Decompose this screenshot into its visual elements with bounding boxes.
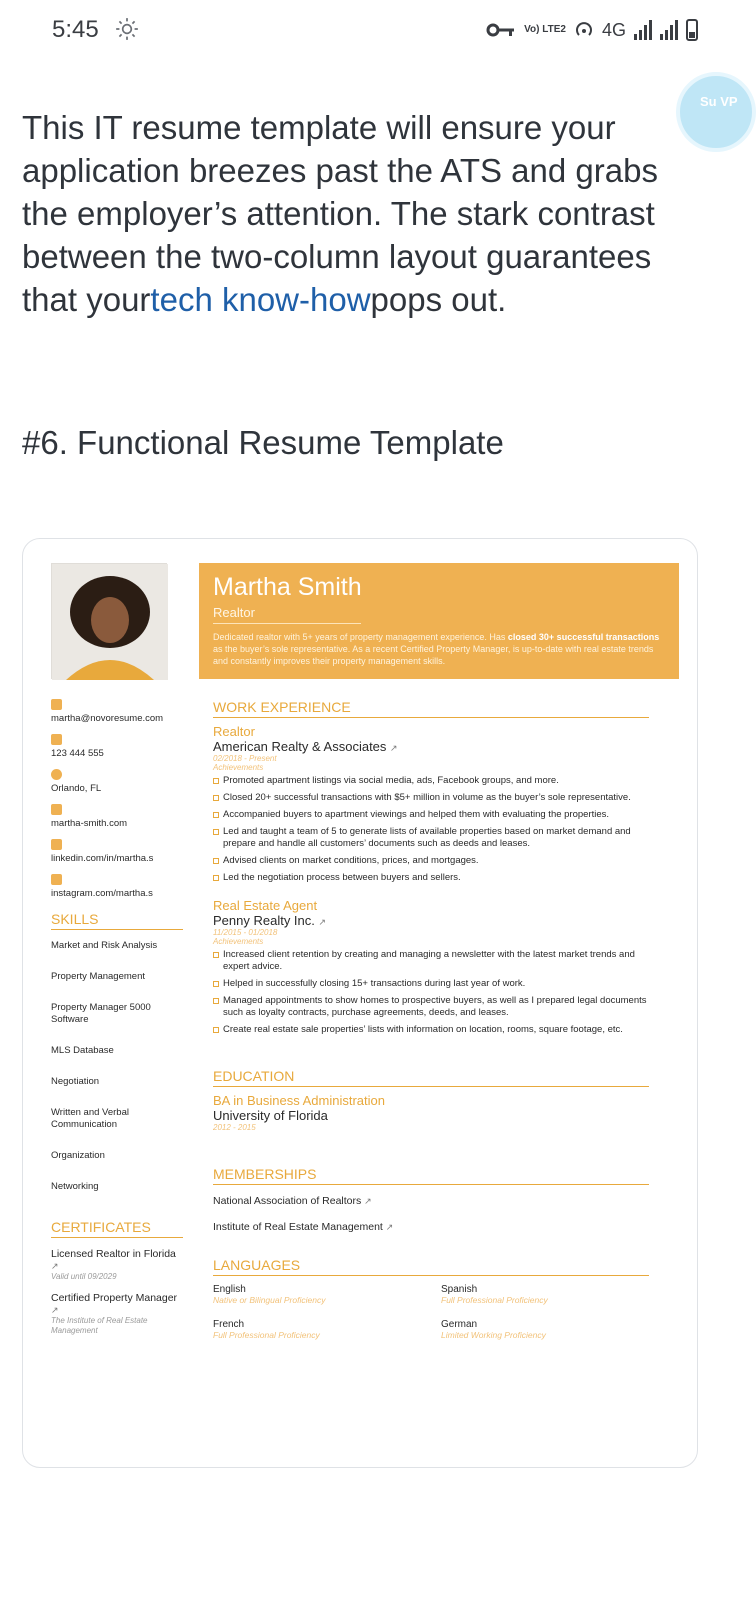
resume-left-column — [51, 699, 183, 1346]
languages-heading: LANGUAGES — [213, 1257, 649, 1276]
certificate-title: Certified Property Manager ↗ — [51, 1292, 178, 1315]
job-bullet: Closed 20+ successful transactions with $5+ million in volume as the buyer’s sole representative. — [213, 792, 649, 804]
external-link-icon: ↗ — [51, 1305, 59, 1315]
external-link-icon: ↗ — [390, 743, 398, 753]
article-paragraph: This IT resume template will ensure your application breezes past the ATS and grabs the employer’s attention. The stark contrast between the two-column layout guarantees that yourtech know-howpops out. — [22, 109, 658, 318]
contact-location: Orlando, FL — [51, 769, 183, 794]
job-bullet: Advised clients on market conditions, prices, and mortgages. — [213, 855, 649, 867]
job-bullet: Managed appointments to show homes to prospective buyers, as well as I prepared legal documents such as loyalty contracts, purchase agreements, deeds, and leases. — [213, 995, 649, 1019]
skill-item: MLS Database — [51, 1045, 114, 1056]
language-item: English Native or Bilingual Proficiency — [213, 1284, 326, 1305]
external-link-icon: ↗ — [364, 1196, 372, 1206]
skill-item: Written and Verbal Communication — [51, 1107, 129, 1130]
language-item: German Limited Working Proficiency — [441, 1319, 546, 1340]
vpn-key-icon — [486, 22, 516, 38]
profile-photo — [51, 563, 167, 679]
header-divider — [213, 623, 361, 624]
school: University of Florida — [213, 1108, 328, 1123]
section-heading: #6. Functional Resume Template — [22, 424, 504, 461]
job-entry: Real Estate Agent Penny Realty Inc. ↗ 11/2015 - 01/2018 Achievements Increased client retention by creating and managing a newsletter with the latest market trends and expert advice. Helped in successfully closing 15+ transactions during last year of work. Managed appointments to show homes to prospective buyers, as well as I prepared legal documents such as loyalty contracts, purchase agreements, deeds, and leases. Create real estate sale properties’ lists with information on location, rooms, square footage, etc. — [213, 898, 649, 1036]
degree: BA in Business Administration — [213, 1093, 385, 1108]
job-entry: Realtor American Realty & Associates ↗ 02/2018 - Present Achievements Promoted apartment listings via social media, ads, Facebook groups, and more. Closed 20+ successful transactions with $5+ million in volume as the buyer’s sole representative. Accompanied buyers to apartment viewings and helped them with evaluating the properties. Led and taught a team of 5 to generate lists of available properties based on market demand and prepare and handle all customers’ documents such as deeds and leases. Advised clients on market conditions, prices, and mortgages. Led the negotiation process between buyers and sellers. — [213, 724, 649, 884]
location-icon — [51, 769, 62, 780]
instagram-icon — [51, 874, 62, 885]
skill-item: Networking — [51, 1181, 99, 1192]
linkedin-icon — [51, 839, 62, 850]
job-bullet: Helped in successfully closing 15+ transactions during last year of work. — [213, 978, 649, 990]
contact-instagram: instagram.com/martha.s — [51, 874, 183, 899]
signal-icon-2 — [660, 20, 678, 40]
website-icon — [51, 804, 62, 815]
work-experience-heading: WORK EXPERIENCE — [213, 699, 649, 718]
external-link-icon: ↗ — [318, 917, 327, 927]
contact-linkedin: linkedin.com/in/martha.s — [51, 839, 183, 864]
skill-item: Market and Risk Analysis — [51, 940, 158, 951]
certificates-heading: CERTIFICATES — [51, 1219, 183, 1238]
resume-right-column — [213, 699, 649, 1340]
external-link-icon: ↗ — [51, 1261, 59, 1271]
status-bar — [0, 0, 720, 62]
skill-item: Organization — [51, 1150, 105, 1161]
vpn-badge[interactable]: Su VP — [676, 72, 756, 152]
languages-list — [213, 1284, 649, 1340]
job-bullet: Led and taught a team of 5 to generate lists of available properties based on market demand and prepare and handle all customers’ documents such as deeds and leases. — [213, 826, 649, 850]
education-heading: EDUCATION — [213, 1068, 649, 1087]
membership-item: National Association of Realtors ↗ — [213, 1195, 372, 1207]
contact-phone: 123 444 555 — [51, 734, 183, 759]
membership-item: Institute of Real Estate Management ↗ — [213, 1221, 394, 1233]
job-bullet: Led the negotiation process between buyers and sellers. — [213, 872, 649, 884]
contact-email: martha@novoresume.com — [51, 699, 183, 724]
certificate-subtitle: The Institute of Real Estate Management — [51, 1316, 148, 1335]
job-bullet: Create real estate sale properties’ lists with information on location, rooms, square footage, etc. — [213, 1024, 649, 1036]
status-icons — [486, 14, 698, 46]
resume-role: Realtor — [213, 605, 255, 620]
skill-item: Negotiation — [51, 1076, 100, 1087]
job-bullet: Accompanied buyers to apartment viewings and helped them with evaluating the properties. — [213, 809, 649, 821]
resume-template-preview[interactable] — [22, 538, 698, 1468]
resume-name: Martha Smith — [213, 573, 362, 601]
settings-gear-icon — [114, 16, 140, 42]
language-item: French Full Professional Proficiency — [213, 1319, 320, 1340]
skill-item: Property Manager 5000 Software — [51, 1002, 151, 1025]
skills-heading: SKILLS — [51, 911, 183, 930]
resume-header — [199, 563, 679, 679]
job-bullet: Promoted apartment listings via social media, ads, Facebook groups, and more. — [213, 775, 649, 787]
certificate-subtitle: Valid until 09/2029 — [51, 1272, 117, 1281]
skill-item: Property Management — [51, 971, 145, 982]
external-link-icon: ↗ — [385, 1222, 394, 1232]
hotspot-icon — [574, 20, 594, 40]
tech-know-how-link[interactable]: tech know-how — [150, 281, 371, 318]
battery-icon — [686, 19, 698, 41]
phone-icon — [51, 734, 62, 745]
network-type: 4G — [601, 19, 626, 40]
status-time: 5:45 — [52, 16, 99, 43]
job-bullet: Increased client retention by creating and managing a newsletter with the latest market trends and expert advice. — [213, 949, 649, 973]
contact-website: martha-smith.com — [51, 804, 183, 829]
memberships-heading: MEMBERSHIPS — [213, 1166, 649, 1185]
signal-icon-1 — [634, 20, 652, 40]
email-icon — [51, 699, 62, 710]
volte-indicator: Vo) LTE2 — [524, 24, 566, 35]
education-dates: 2012 - 2015 — [213, 1123, 256, 1132]
language-item: Spanish Full Professional Proficiency — [441, 1284, 548, 1305]
certificate-title: Licensed Realtor in Florida ↗ — [51, 1248, 176, 1271]
resume-summary: Dedicated realtor with 5+ years of property management experience. Has closed 30+ successful transactions as the buyer’s sole representative. As a recent Certified Property Manager, is up-to-date with real estate trends and constantly improves their property management skills. — [213, 632, 660, 666]
